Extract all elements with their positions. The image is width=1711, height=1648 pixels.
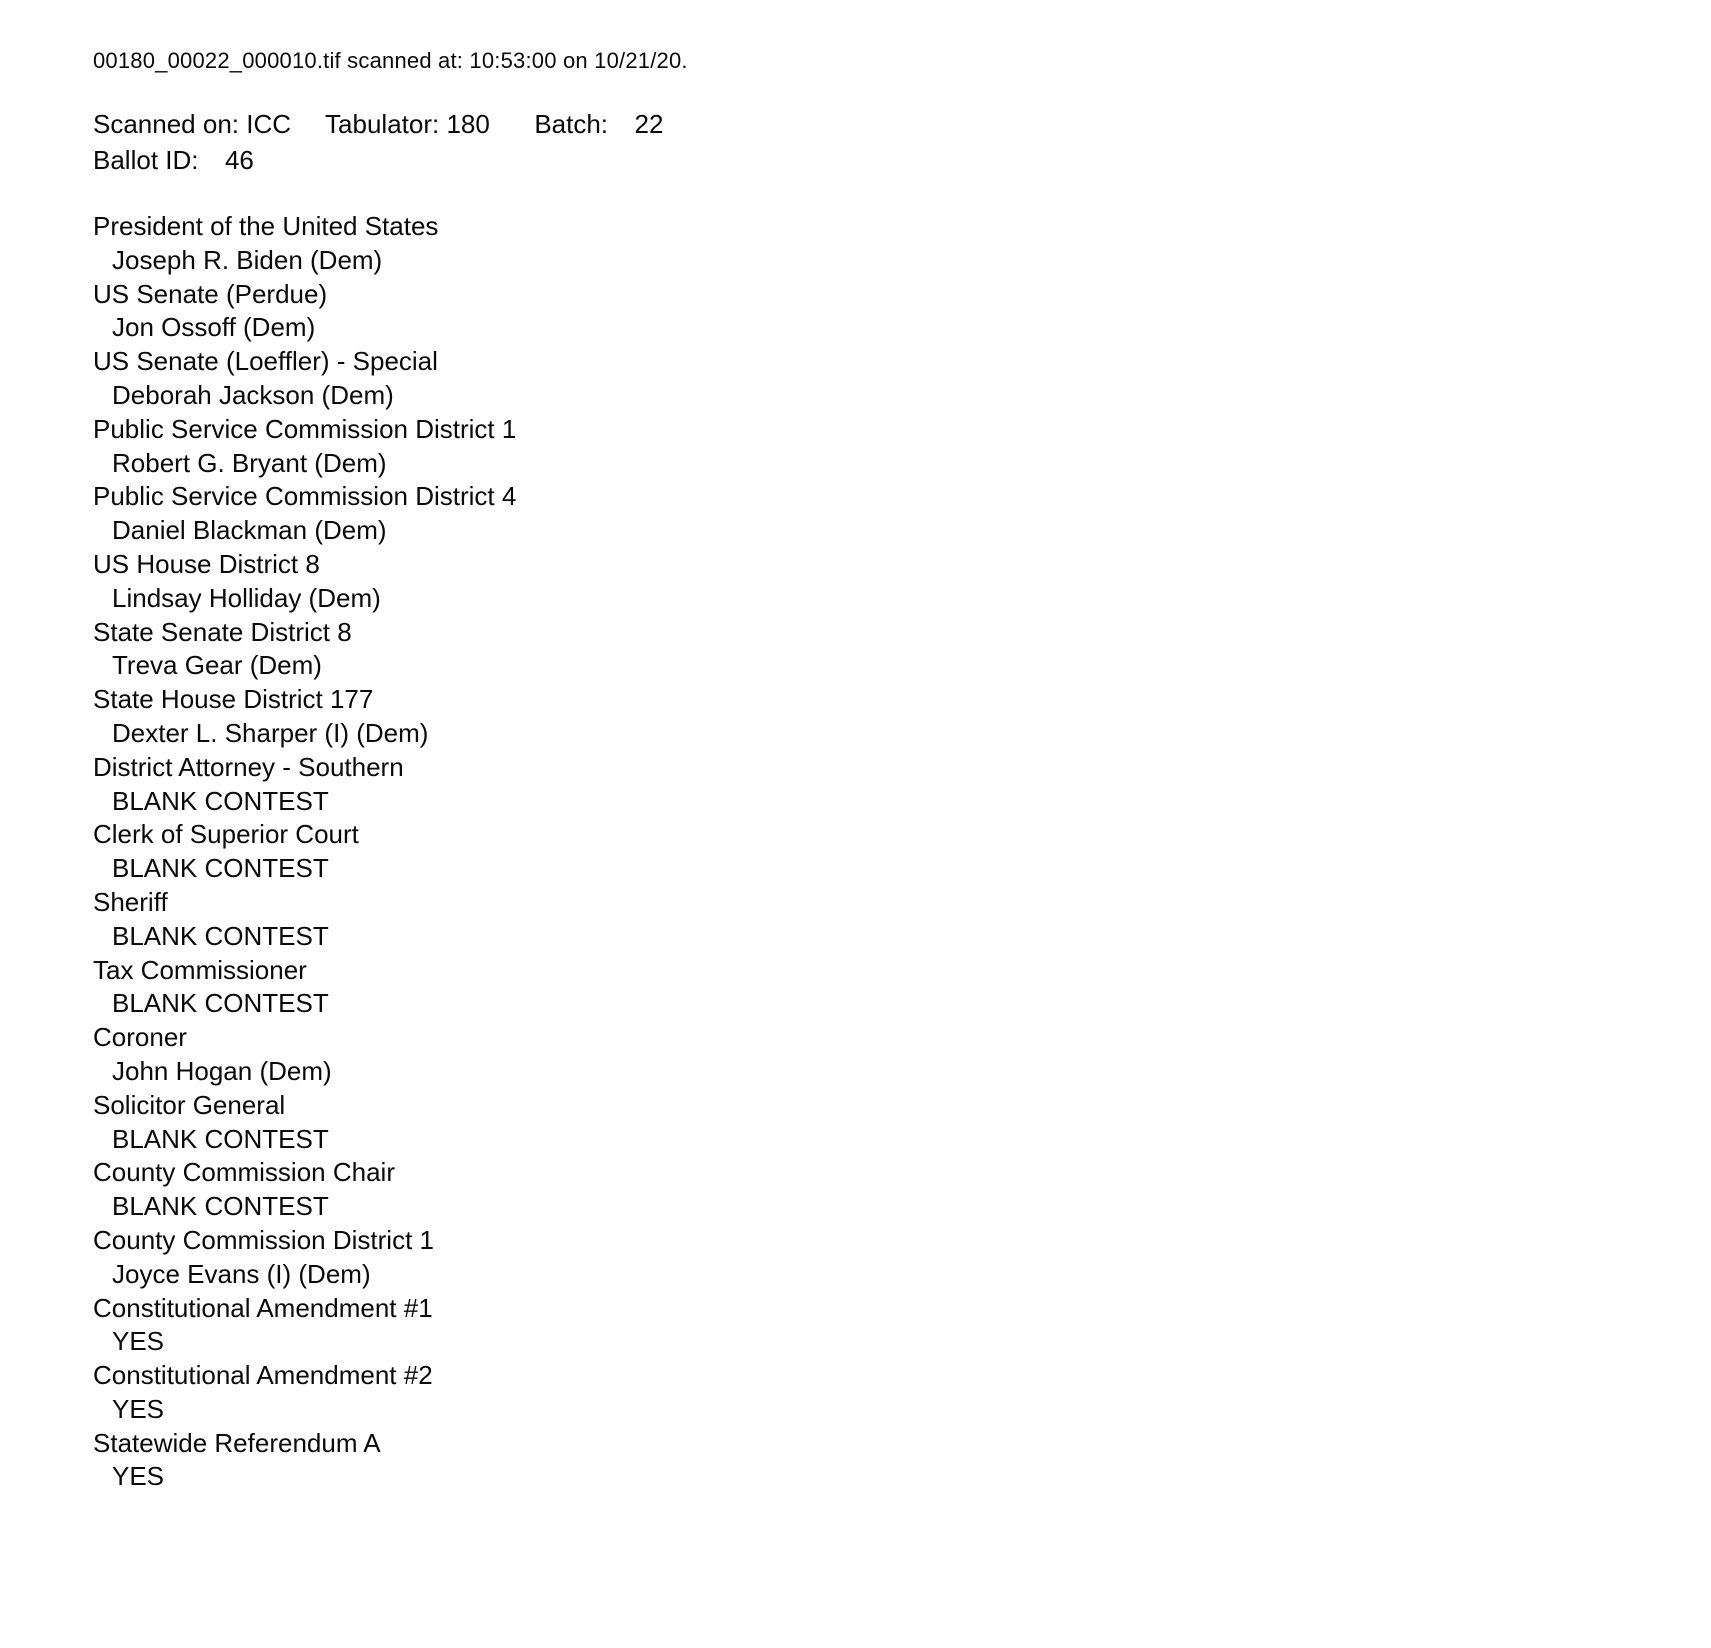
contest-office: Constitutional Amendment #2 [93,1360,433,1391]
contest-row [93,1089,1671,1157]
contest-vote: BLANK CONTEST [112,785,329,816]
contest-vote: BLANK CONTEST [112,920,329,951]
contest-vote: Joseph R. Biden (Dem) [112,244,383,275]
contest-row [93,278,1671,346]
contest-row [93,413,1671,481]
scanned-on-value: ICC [246,109,292,139]
contest-vote: BLANK CONTEST [112,853,329,884]
contest-vote: Dexter L. Sharper (I) (Dem) [112,717,429,748]
contest-office: State House District 177 [93,684,374,715]
ballot-id-value: 46 [224,145,254,175]
contest-row [93,210,1671,278]
contest-office: Public Service Commission District 4 [93,481,517,512]
contest-office: County Commission Chair [93,1157,395,1188]
contest-office: Tax Commissioner [93,954,307,985]
contest-office: US Senate (Loeffler) - Special [93,346,438,377]
contest-office: Clerk of Superior Court [93,819,359,850]
scan-info-line [93,106,1671,142]
contest-row [93,1359,1671,1427]
contest-office: US Senate (Perdue) [93,278,328,309]
batch-label: Batch: [534,109,609,139]
contest-vote: Lindsay Holliday (Dem) [112,582,381,613]
contest-vote: Robert G. Bryant (Dem) [112,447,387,478]
contest-office: US House District 8 [93,548,320,579]
scanned-on-label: Scanned on: [93,109,240,139]
contest-row [93,751,1671,819]
contest-row [93,954,1671,1022]
contest-row [93,548,1671,616]
contest-office: State Senate District 8 [93,616,352,647]
contest-row [93,1427,1671,1495]
contest-row [93,1021,1671,1089]
contest-row [93,818,1671,886]
contest-office: District Attorney - Southern [93,751,404,782]
contest-office: Public Service Commission District 1 [93,413,517,444]
contest-row [93,886,1671,954]
contest-row [93,683,1671,751]
contest-office: County Commission District 1 [93,1224,434,1255]
scan-filename-line: 00180_00022_000010.tif scanned at: 10:53:00 on 10/21/20. [93,48,688,73]
contest-vote: YES [112,1461,165,1492]
contest-vote: Daniel Blackman (Dem) [112,515,387,546]
tabulator-value: 180 [446,109,490,139]
contest-vote: Deborah Jackson (Dem) [112,379,394,410]
contest-office: Coroner [93,1022,187,1053]
ballot-id-line [93,142,1671,178]
contest-office: Constitutional Amendment #1 [93,1292,433,1323]
batch-value: 22 [634,109,664,139]
contest-list [93,210,1671,1494]
contest-vote: John Hogan (Dem) [112,1055,332,1086]
contest-office: Statewide Referendum A [93,1427,381,1458]
contest-row [93,1224,1671,1292]
ballot-id-label: Ballot ID: [93,145,199,175]
contest-vote: BLANK CONTEST [112,1191,329,1222]
tabulator-label: Tabulator: [325,109,440,139]
contest-vote: BLANK CONTEST [112,988,329,1019]
contest-office: Solicitor General [93,1089,286,1120]
contest-vote: Treva Gear (Dem) [112,650,322,681]
contest-office: President of the United States [93,211,439,241]
contest-vote: YES [112,1393,165,1424]
contest-row [93,345,1671,413]
contest-vote: YES [112,1326,165,1357]
contest-vote: BLANK CONTEST [112,1123,329,1154]
contest-vote: Jon Ossoff (Dem) [112,312,316,343]
contest-office: Sheriff [93,886,168,917]
contest-row [93,480,1671,548]
contest-row [93,1156,1671,1224]
contest-vote: Joyce Evans (I) (Dem) [112,1258,371,1289]
contest-row [93,1292,1671,1360]
contest-row [93,616,1671,684]
